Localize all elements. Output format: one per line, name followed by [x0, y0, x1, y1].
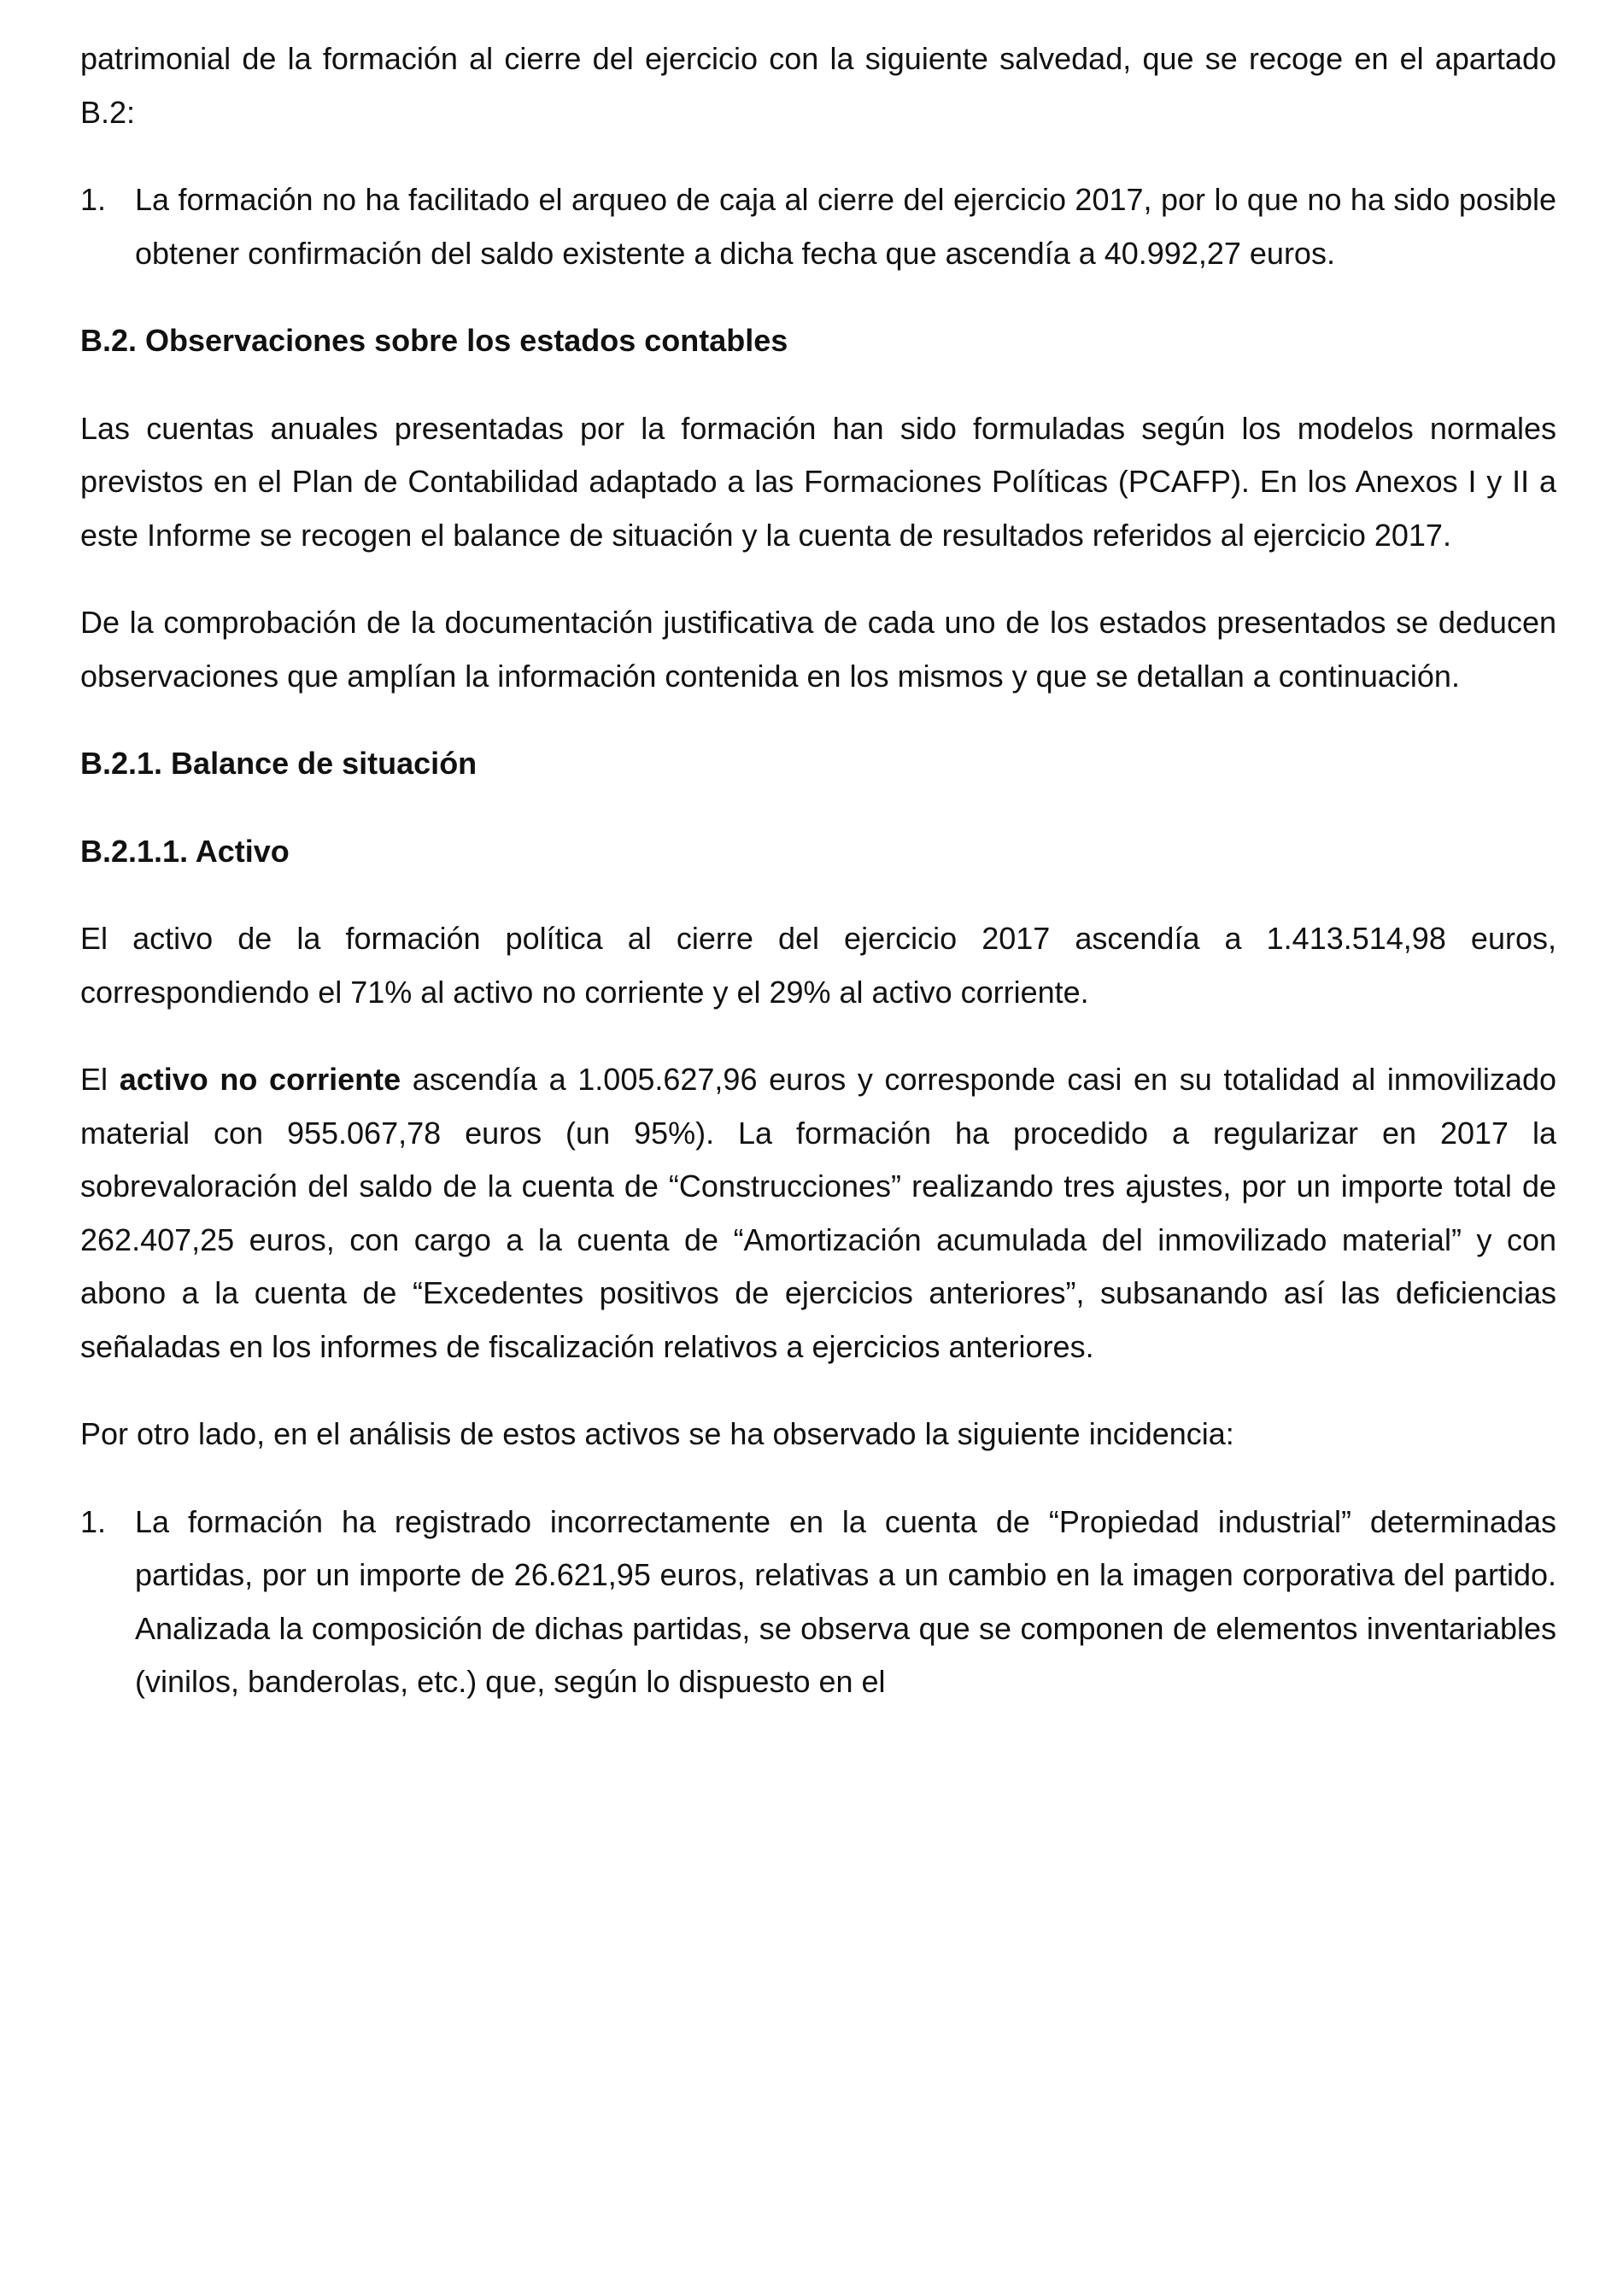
list-item-text: La formación no ha facilitado el arqueo de caja al cierre del ejercicio 2017, por lo que no ha sido posible obtener confirmación del saldo existente a dicha fecha que ascendía a 40.992,27 euros. — [135, 182, 1556, 271]
intro-paragraph: patrimonial de la formación al cierre del ejercicio con la siguiente salvedad, que se recoge en el apartado B.2: — [80, 41, 1556, 130]
cuentas-paragraph: Las cuentas anuales presentadas por la formación han sido formuladas según los modelos normales previstos en el Plan de Contabilidad adaptado a las Formaciones Políticas (PCAFP). En los Anexos I y II a este Informe se recogen el balance de situación y la cuenta de resultados referidos al ejercicio 2017. — [80, 410, 1556, 553]
activo-paragraph: El activo de la formación política al cierre del ejercicio 2017 ascendía a 1.413.514,98 euros, correspondiendo el 71% al activo no corriente y el 29% al activo corriente. — [80, 921, 1556, 1010]
list-item-text: La formación ha registrado incorrectamente en la cuenta de “Propiedad industrial” determinadas partidas, por un importe de 26.621,95 euros, relativas a un cambio en la imagen corporativa del partido. Analizada la composición de dichas partidas, se observa que se componen de elementos inventariables (vinilos, banderolas, etc.) que, según lo dispuesto en el — [135, 1503, 1556, 1699]
section-heading-b211: B.2.1.1. Activo — [80, 833, 290, 869]
list-item-arqueo — [80, 173, 1556, 280]
list-item-propiedad-industrial — [80, 1496, 1556, 1709]
no-corriente-rest: ascendía a 1.005.627,96 euros y corresponde casi en su totalidad al inmovilizado material con 955.067,78 euros (un 95%). La formación ha procedido a regularizar en 2017 la sobrevaloración del saldo de la cuenta de “Construcciones” realizando tres ajustes, por un importe total de 262.407,25 euros, con cargo a la cuenta de “Amortización acumulada del inmovilizado material” y con abono a la cuenta de “Excedentes positivos de ejercicios anteriores”, subsanando así las deficiencias señaladas en los informes de fiscalización relativos a ejercicios anteriores. — [80, 1062, 1556, 1364]
no-corriente-prefix: El — [80, 1062, 120, 1097]
document-page — [80, 32, 1556, 1709]
section-heading-b2: B.2. Observaciones sobre los estados contables — [80, 323, 788, 358]
list-number: 1. — [80, 1503, 107, 1539]
section-heading-b21: B.2.1. Balance de situación — [80, 746, 478, 781]
no-corriente-bold-term: activo no corriente — [119, 1062, 401, 1097]
otro-lado-paragraph: Por otro lado, en el análisis de estos activos se ha observado la siguiente incidencia: — [80, 1416, 1234, 1451]
list-number: 1. — [80, 182, 107, 217]
no-corriente-paragraph — [80, 1053, 1556, 1374]
comprobacion-paragraph: De la comprobación de la documentación justificativa de cada uno de los estados presentados se deducen observaciones que amplían la información contenida en los mismos y que se detallan a continuación. — [80, 605, 1556, 694]
